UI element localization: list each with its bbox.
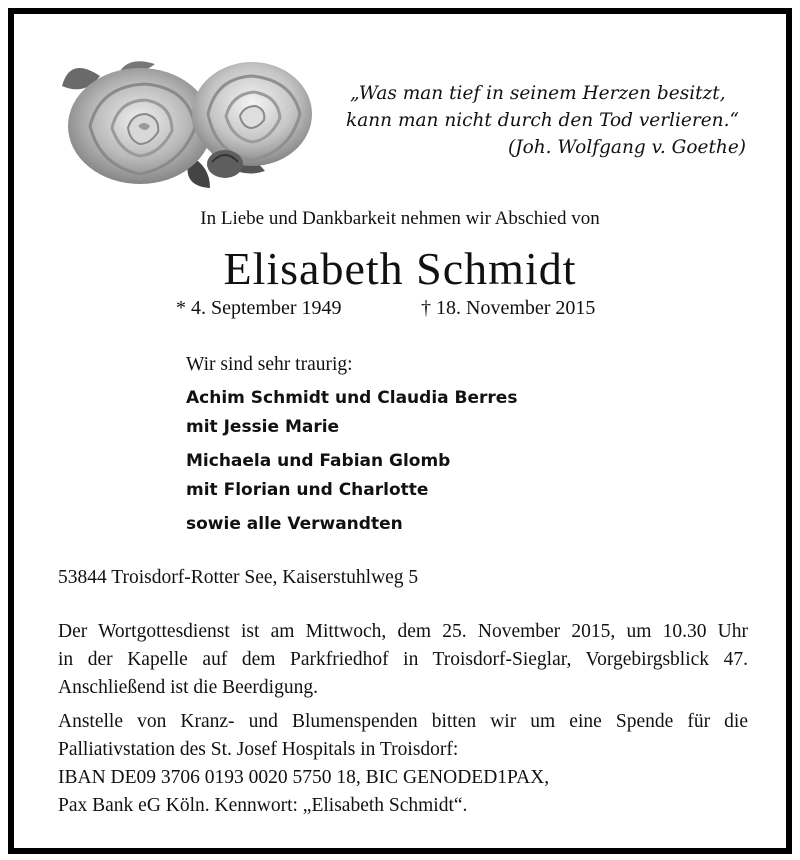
donation-line-2: Palliativstation des St. Josef Hospitals in Troisdorf: (58, 739, 459, 760)
family-list (186, 384, 606, 539)
deceased-name: Elisabeth Schmidt (223, 243, 577, 294)
donation-line-4: Pax Bank eG Köln. Kennwort: „Elisabeth Schmidt“. (58, 795, 468, 816)
birth-date: * 4. September 1949 (176, 297, 342, 319)
quote-author: (Joh. Wolfgang v. Goethe) (507, 137, 746, 158)
family-line: sowie alle Verwandten (186, 514, 403, 534)
family-line: Michaela und Fabian Glomb (186, 451, 451, 471)
quote-line-1: „Was man tief in seinem Herzen besitzt, (350, 83, 726, 104)
service-line-3: Anschließend ist die Beerdigung. (58, 677, 318, 698)
donation-line-3: IBAN DE09 3706 0193 0020 5750 18, BIC GENODED1PAX, (58, 767, 550, 788)
obituary-card (8, 8, 792, 854)
service-info (58, 618, 748, 702)
donation-line-1: Anstelle von Kranz- und Blumenspenden bitten wir um eine Spende für die (58, 711, 748, 732)
mourners-intro: Wir sind sehr traurig: (186, 354, 353, 375)
donation-info (58, 708, 748, 820)
service-line-2: in der Kapelle auf dem Parkfriedhof in Troisdorf-Sieglar, Vorgebirgsblick 47. (58, 649, 748, 670)
quote-line-2: kann man nicht durch den Tod verlieren.“ (346, 110, 739, 131)
family-line: Achim Schmidt und Claudia Berres (186, 388, 518, 408)
death-date: † 18. November 2015 (421, 297, 596, 319)
farewell-intro: In Liebe und Dankbarkeit nehmen wir Abschied von (200, 208, 600, 229)
goethe-quote (336, 80, 756, 161)
service-line-1: Der Wortgottesdienst ist am Mittwoch, dem 25. November 2015, um 10.30 Uhr (58, 621, 748, 642)
roses-icon (60, 56, 315, 189)
family-line: mit Florian und Charlotte (186, 480, 429, 500)
address: 53844 Troisdorf-Rotter See, Kaiserstuhlweg 5 (58, 567, 419, 588)
family-line: mit Jessie Marie (186, 417, 340, 437)
